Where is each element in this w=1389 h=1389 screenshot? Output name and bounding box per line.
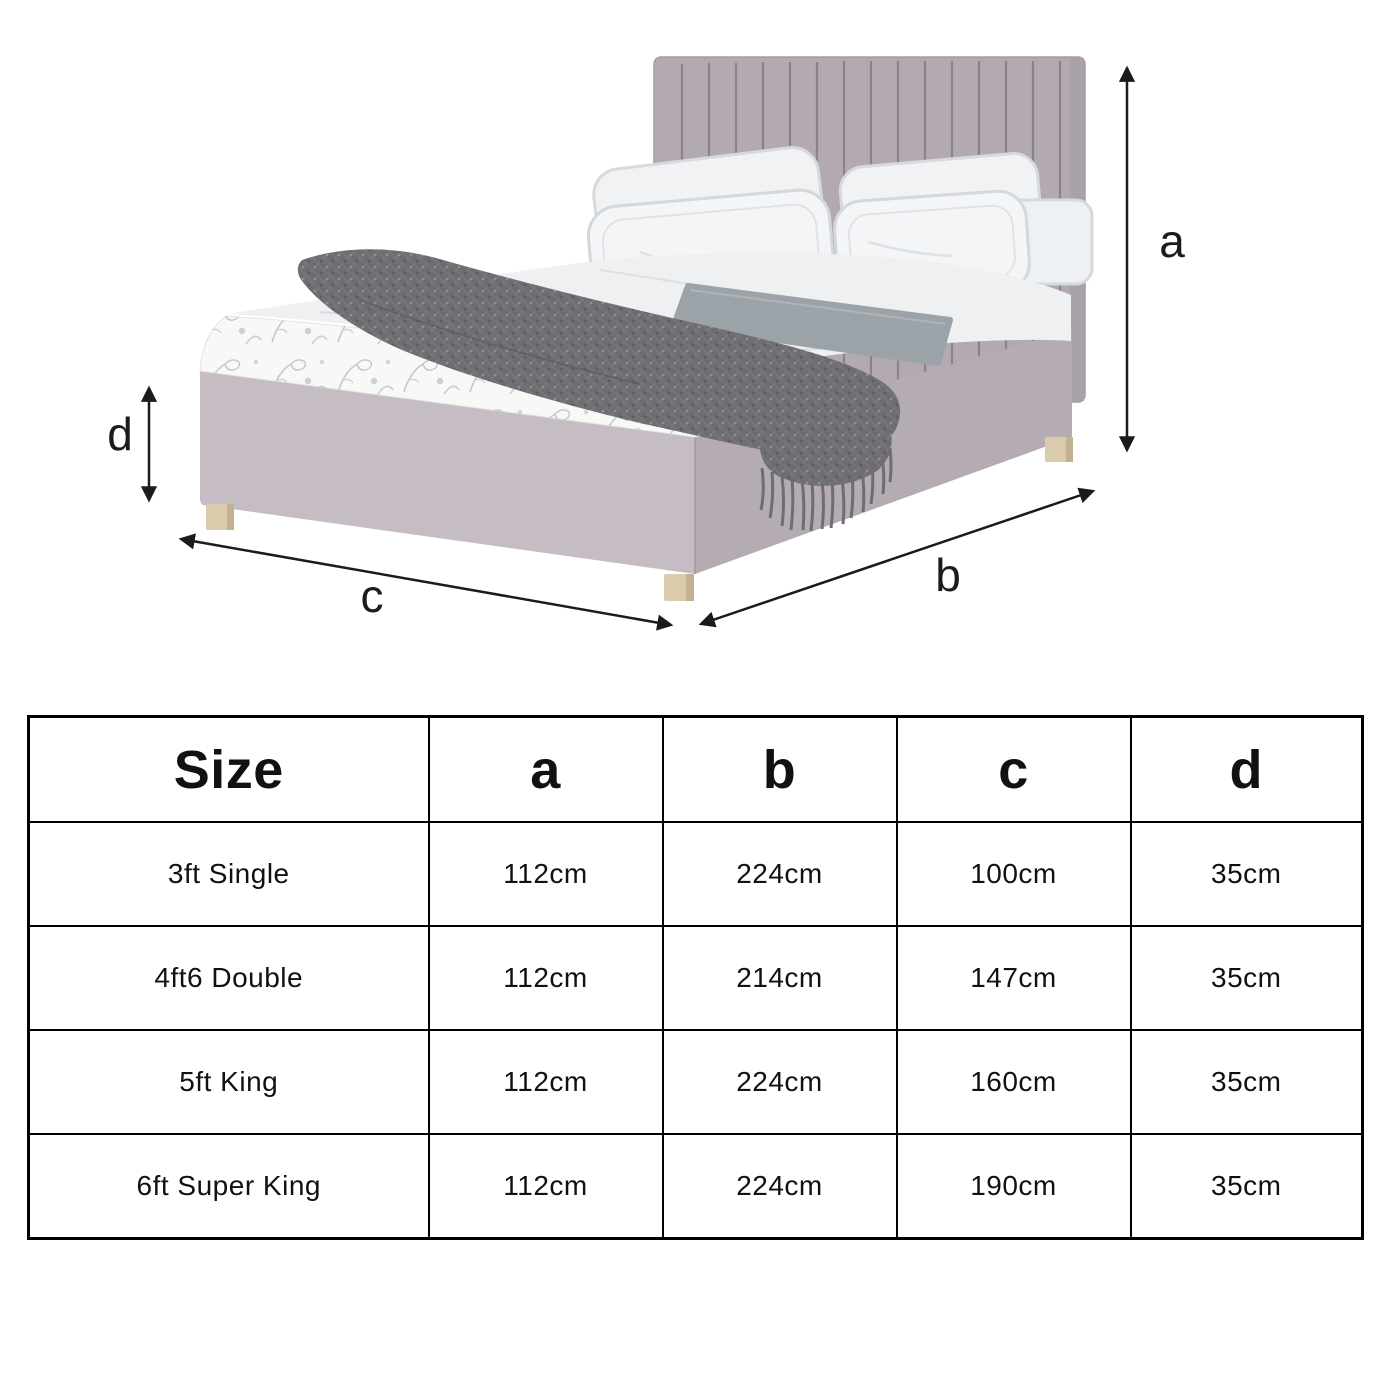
dim-label-a: a xyxy=(1159,215,1185,267)
cell-b: 224cm xyxy=(663,822,897,926)
cell-c: 100cm xyxy=(897,822,1131,926)
cell-d: 35cm xyxy=(1131,1030,1363,1134)
cell-d: 35cm xyxy=(1131,1134,1363,1239)
table-row-double xyxy=(29,926,1363,1030)
cell-b: 224cm xyxy=(663,1030,897,1134)
cell-a: 112cm xyxy=(429,1134,663,1239)
cell-size: 5ft King xyxy=(29,1030,429,1134)
cell-d: 35cm xyxy=(1131,926,1363,1030)
col-header-c: c xyxy=(897,717,1131,823)
dim-label-d: d xyxy=(107,408,133,460)
dim-label-b: b xyxy=(935,549,961,601)
table-row-super-king xyxy=(29,1134,1363,1239)
col-header-a: a xyxy=(429,717,663,823)
table-header-row xyxy=(29,717,1363,823)
size-table-section xyxy=(27,715,1362,1240)
bed-dimension-diagram xyxy=(0,0,1389,690)
size-table xyxy=(27,715,1364,1240)
cell-c: 190cm xyxy=(897,1134,1131,1239)
wooden-foot-front-shade xyxy=(686,574,694,601)
wooden-foot-right-shade xyxy=(1066,437,1073,462)
bed-size-diagram-svg xyxy=(0,0,1389,690)
cell-b: 224cm xyxy=(663,1134,897,1239)
cell-a: 112cm xyxy=(429,822,663,926)
dim-label-c: c xyxy=(360,570,384,622)
cell-b: 214cm xyxy=(663,926,897,1030)
wooden-foot-left-shade xyxy=(227,504,234,530)
cell-a: 112cm xyxy=(429,926,663,1030)
cell-size: 3ft Single xyxy=(29,822,429,926)
cell-a: 112cm xyxy=(429,1030,663,1134)
cell-d: 35cm xyxy=(1131,822,1363,926)
table-row-king xyxy=(29,1030,1363,1134)
cell-size: 4ft6 Double xyxy=(29,926,429,1030)
cell-c: 160cm xyxy=(897,1030,1131,1134)
col-header-b: b xyxy=(663,717,897,823)
col-header-d: d xyxy=(1131,717,1363,823)
cell-size: 6ft Super King xyxy=(29,1134,429,1239)
col-header-size: Size xyxy=(29,717,429,823)
table-row-single xyxy=(29,822,1363,926)
cell-c: 147cm xyxy=(897,926,1131,1030)
